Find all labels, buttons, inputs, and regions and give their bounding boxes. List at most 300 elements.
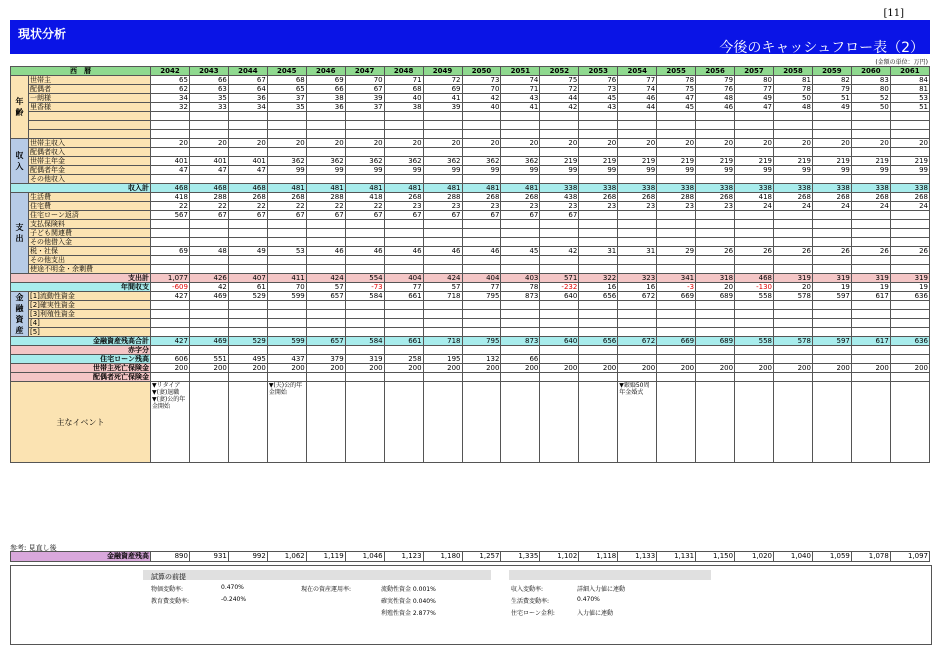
value-cell: 319	[890, 274, 929, 283]
value-cell	[306, 175, 345, 184]
value-cell	[540, 355, 579, 364]
total-row	[11, 364, 930, 373]
value-cell: 26	[696, 247, 735, 256]
value-cell: 268	[384, 193, 423, 202]
value-cell: 99	[540, 166, 579, 175]
value-cell: 39	[423, 103, 462, 112]
value-cell	[384, 175, 423, 184]
value-cell	[579, 346, 618, 355]
assumption-loan-label: 住宅ローン金利:	[511, 610, 555, 617]
value-cell	[812, 328, 851, 337]
value-cell: 62	[151, 85, 190, 94]
value-cell: 341	[657, 274, 696, 283]
reference-value: 1,020	[735, 552, 774, 562]
value-cell	[579, 112, 618, 121]
value-cell	[423, 130, 462, 139]
value-cell	[657, 346, 696, 355]
value-cell: 63	[189, 85, 228, 94]
year-cell: 2042	[151, 67, 190, 76]
value-cell: 268	[696, 193, 735, 202]
value-cell: 322	[579, 274, 618, 283]
value-cell: 99	[267, 166, 306, 175]
value-cell: 67	[228, 76, 267, 85]
value-cell	[189, 148, 228, 157]
value-cell: 74	[501, 76, 540, 85]
value-cell: 16	[618, 283, 657, 292]
value-cell: 99	[696, 166, 735, 175]
age-group-label: 年 齢	[11, 76, 29, 139]
value-cell: 468	[189, 184, 228, 193]
value-cell: 529	[228, 337, 267, 346]
value-cell	[306, 319, 345, 328]
value-cell: 76	[696, 85, 735, 94]
year-cell: 2047	[345, 67, 384, 76]
reference-value: 1,046	[345, 552, 384, 562]
value-cell	[851, 148, 890, 157]
value-cell: 20	[579, 139, 618, 148]
value-cell	[501, 112, 540, 121]
reference-value: 890	[151, 552, 190, 562]
value-cell: 288	[657, 193, 696, 202]
value-cell	[384, 319, 423, 328]
value-cell	[657, 355, 696, 364]
unit-note: (金額の単位：万円)	[875, 59, 928, 66]
value-cell: 426	[189, 274, 228, 283]
value-cell	[851, 328, 890, 337]
value-cell: 45	[579, 94, 618, 103]
reference-value: 1,059	[812, 552, 851, 562]
value-cell: 82	[812, 76, 851, 85]
value-cell	[696, 265, 735, 274]
value-cell	[812, 238, 851, 247]
value-cell: 219	[812, 157, 851, 166]
value-cell: 481	[462, 184, 501, 193]
value-cell: 338	[540, 184, 579, 193]
value-cell: 200	[228, 364, 267, 373]
value-cell	[423, 301, 462, 310]
value-cell	[306, 373, 345, 382]
value-cell	[501, 310, 540, 319]
value-cell: 338	[657, 184, 696, 193]
assumptions-title: 試算の前提	[151, 573, 186, 581]
row-label: 税・社保	[29, 247, 151, 256]
value-cell	[501, 238, 540, 247]
value-cell: 268	[618, 193, 657, 202]
value-cell	[306, 238, 345, 247]
value-cell: 81	[774, 76, 813, 85]
value-cell: 57	[423, 283, 462, 292]
value-cell: 20	[228, 139, 267, 148]
value-cell	[851, 220, 890, 229]
value-cell	[657, 256, 696, 265]
value-cell: 46	[462, 247, 501, 256]
value-cell: 84	[890, 76, 929, 85]
total-label: 収入計	[11, 184, 151, 193]
value-cell	[151, 238, 190, 247]
value-cell: 469	[189, 292, 228, 301]
value-cell	[540, 310, 579, 319]
value-cell	[579, 148, 618, 157]
value-cell	[774, 112, 813, 121]
reference-value: 1,123	[384, 552, 423, 562]
value-cell: 20	[774, 283, 813, 292]
value-cell	[851, 265, 890, 274]
value-cell	[501, 328, 540, 337]
year-cell: 2052	[540, 67, 579, 76]
value-cell	[540, 220, 579, 229]
value-cell: 41	[501, 103, 540, 112]
value-cell	[774, 373, 813, 382]
value-cell	[267, 148, 306, 157]
value-cell	[696, 346, 735, 355]
value-cell: 578	[774, 292, 813, 301]
value-cell: 657	[306, 337, 345, 346]
value-cell	[345, 301, 384, 310]
value-cell: 404	[384, 274, 423, 283]
value-cell	[345, 121, 384, 130]
value-cell: 38	[306, 94, 345, 103]
value-cell	[384, 310, 423, 319]
value-cell: 268	[774, 193, 813, 202]
value-cell	[618, 265, 657, 274]
value-cell	[423, 112, 462, 121]
event-text: ▼(妻)退職	[152, 389, 180, 396]
value-cell	[151, 310, 190, 319]
value-cell: 319	[345, 355, 384, 364]
value-cell	[151, 373, 190, 382]
value-cell: 77	[462, 283, 501, 292]
value-cell	[151, 121, 190, 130]
value-cell: 481	[267, 184, 306, 193]
value-cell: 338	[774, 184, 813, 193]
event-cell	[345, 382, 384, 463]
value-cell: 200	[306, 364, 345, 373]
value-cell: 20	[657, 139, 696, 148]
value-cell: 31	[579, 247, 618, 256]
value-cell	[579, 175, 618, 184]
value-cell: -3	[657, 283, 696, 292]
value-cell: 77	[735, 85, 774, 94]
value-cell	[812, 220, 851, 229]
value-cell: 23	[540, 202, 579, 211]
value-cell: 34	[151, 94, 190, 103]
value-cell	[189, 346, 228, 355]
value-cell: 636	[890, 337, 929, 346]
value-cell	[851, 256, 890, 265]
value-cell	[384, 373, 423, 382]
row-label: 支払保険料	[29, 220, 151, 229]
event-cell	[228, 382, 267, 463]
value-cell	[267, 256, 306, 265]
value-cell	[501, 220, 540, 229]
value-cell: -232	[540, 283, 579, 292]
value-cell: 57	[306, 283, 345, 292]
value-cell: 288	[306, 193, 345, 202]
value-cell: 38	[384, 103, 423, 112]
value-cell: 20	[696, 139, 735, 148]
value-cell	[228, 121, 267, 130]
value-cell: 362	[501, 157, 540, 166]
value-cell: 79	[812, 85, 851, 94]
value-cell	[423, 373, 462, 382]
value-cell: 401	[151, 157, 190, 166]
value-cell: 24	[735, 202, 774, 211]
value-cell: 20	[267, 139, 306, 148]
year-cell: 2053	[579, 67, 618, 76]
value-cell	[189, 328, 228, 337]
value-cell	[735, 355, 774, 364]
value-cell: 200	[462, 364, 501, 373]
value-cell: 66	[306, 85, 345, 94]
row-label: 配偶者収入	[29, 148, 151, 157]
year-cell: 2045	[267, 67, 306, 76]
value-cell: 81	[890, 85, 929, 94]
value-cell	[657, 211, 696, 220]
value-cell	[774, 265, 813, 274]
value-cell	[345, 229, 384, 238]
value-cell: 558	[735, 337, 774, 346]
row-label	[29, 112, 151, 121]
value-cell	[228, 175, 267, 184]
value-cell: 35	[189, 94, 228, 103]
value-cell	[618, 346, 657, 355]
value-cell	[812, 301, 851, 310]
value-cell	[267, 238, 306, 247]
value-cell: 47	[189, 166, 228, 175]
value-cell: 75	[657, 85, 696, 94]
value-cell	[345, 148, 384, 157]
reference-value: 1,150	[696, 552, 735, 562]
value-cell	[462, 319, 501, 328]
value-cell	[812, 346, 851, 355]
value-cell	[462, 130, 501, 139]
value-cell	[851, 346, 890, 355]
value-cell: 65	[151, 76, 190, 85]
value-cell: 20	[618, 139, 657, 148]
year-cell: 2059	[812, 67, 851, 76]
value-cell	[345, 328, 384, 337]
value-cell: 99	[618, 166, 657, 175]
value-cell	[735, 301, 774, 310]
value-cell: 268	[579, 193, 618, 202]
value-cell	[501, 301, 540, 310]
year-cell: 2051	[501, 67, 540, 76]
value-cell	[540, 265, 579, 274]
value-cell: 48	[696, 94, 735, 103]
income-group-label: 収 入	[11, 139, 29, 184]
value-cell: 200	[540, 364, 579, 373]
value-cell	[851, 301, 890, 310]
row-label: [2]確実性資金	[29, 301, 151, 310]
value-cell: 36	[306, 103, 345, 112]
value-cell: 689	[696, 292, 735, 301]
value-cell: 401	[189, 157, 228, 166]
value-cell	[540, 346, 579, 355]
value-cell	[345, 256, 384, 265]
value-cell	[540, 328, 579, 337]
value-cell	[812, 319, 851, 328]
value-cell	[618, 301, 657, 310]
value-cell	[696, 355, 735, 364]
value-cell: 200	[345, 364, 384, 373]
value-cell	[540, 121, 579, 130]
value-cell	[812, 265, 851, 274]
value-cell	[579, 319, 618, 328]
value-cell	[501, 256, 540, 265]
value-cell: 661	[384, 292, 423, 301]
year-cell: 2049	[423, 67, 462, 76]
value-cell: 66	[501, 355, 540, 364]
value-cell	[890, 148, 929, 157]
value-cell	[151, 148, 190, 157]
row-label: 世帯主	[29, 76, 151, 85]
assumption-education-label: 教育費変動率:	[151, 598, 190, 605]
value-cell: 689	[696, 337, 735, 346]
value-cell	[579, 310, 618, 319]
value-cell	[890, 319, 929, 328]
value-cell	[890, 112, 929, 121]
reference-value: 1,040	[774, 552, 813, 562]
value-cell: 43	[501, 94, 540, 103]
value-cell	[151, 229, 190, 238]
value-cell: 32	[151, 103, 190, 112]
value-cell: 73	[462, 76, 501, 85]
value-cell: 19	[812, 283, 851, 292]
value-cell: 599	[267, 337, 306, 346]
value-cell	[696, 238, 735, 247]
blank-row	[11, 112, 930, 121]
value-cell	[306, 220, 345, 229]
value-cell	[696, 130, 735, 139]
value-cell: 318	[696, 274, 735, 283]
value-cell	[735, 256, 774, 265]
value-cell	[579, 220, 618, 229]
value-cell	[696, 121, 735, 130]
value-cell: 42	[540, 247, 579, 256]
value-cell	[696, 310, 735, 319]
value-cell	[735, 265, 774, 274]
value-cell	[774, 175, 813, 184]
value-cell: 200	[579, 364, 618, 373]
value-cell	[384, 256, 423, 265]
value-cell: 617	[851, 337, 890, 346]
value-cell	[228, 238, 267, 247]
table-row	[11, 211, 930, 220]
value-cell: 78	[657, 76, 696, 85]
reference-value: 1,118	[579, 552, 618, 562]
value-cell: 404	[462, 274, 501, 283]
value-cell	[462, 112, 501, 121]
value-cell: 481	[384, 184, 423, 193]
value-cell	[306, 256, 345, 265]
value-cell	[890, 130, 929, 139]
table-row	[11, 85, 930, 94]
value-cell	[774, 220, 813, 229]
total-row	[11, 184, 930, 193]
value-cell	[735, 373, 774, 382]
assets-group-label: 金 融 資 産	[11, 292, 29, 337]
table-row	[11, 94, 930, 103]
assumption-income-value: 詳細入力値に連動	[577, 586, 626, 593]
value-cell: 551	[189, 355, 228, 364]
year-cell: 2060	[851, 67, 890, 76]
value-cell: 51	[890, 103, 929, 112]
value-cell: 132	[462, 355, 501, 364]
value-cell: 99	[579, 166, 618, 175]
value-cell	[890, 355, 929, 364]
value-cell	[540, 319, 579, 328]
value-cell: 73	[579, 85, 618, 94]
event-cell	[423, 382, 462, 463]
value-cell: 24	[890, 202, 929, 211]
value-cell: 99	[851, 166, 890, 175]
value-cell	[306, 346, 345, 355]
value-cell	[696, 256, 735, 265]
year-cell: 2050	[462, 67, 501, 76]
value-cell: 437	[267, 355, 306, 364]
value-cell	[618, 238, 657, 247]
value-cell	[579, 301, 618, 310]
value-cell	[384, 229, 423, 238]
year-cell: 2048	[384, 67, 423, 76]
value-cell	[851, 112, 890, 121]
table-row	[11, 247, 930, 256]
total-row	[11, 283, 930, 292]
value-cell	[306, 130, 345, 139]
value-cell	[890, 256, 929, 265]
value-cell	[189, 265, 228, 274]
value-cell: 362	[345, 157, 384, 166]
value-cell: 362	[462, 157, 501, 166]
value-cell	[189, 112, 228, 121]
event-text: ▼(妻)公的年金開始	[152, 396, 186, 410]
value-cell: 77	[384, 283, 423, 292]
value-cell: 50	[774, 94, 813, 103]
value-cell	[657, 373, 696, 382]
value-cell	[851, 355, 890, 364]
reference-value: 1,131	[657, 552, 696, 562]
value-cell	[501, 130, 540, 139]
value-cell	[696, 175, 735, 184]
value-cell	[657, 175, 696, 184]
table-row	[11, 310, 930, 319]
value-cell: 74	[618, 85, 657, 94]
value-cell: 23	[579, 202, 618, 211]
value-cell: 49	[228, 247, 267, 256]
value-cell: 49	[812, 103, 851, 112]
value-cell	[151, 112, 190, 121]
value-cell: -130	[735, 283, 774, 292]
value-cell: 22	[151, 202, 190, 211]
value-cell: 20	[345, 139, 384, 148]
assumptions-bar-left	[143, 570, 491, 580]
value-cell: 672	[618, 337, 657, 346]
events-label: 主なイベント	[11, 382, 151, 463]
value-cell	[228, 265, 267, 274]
value-cell: 438	[540, 193, 579, 202]
value-cell	[384, 346, 423, 355]
value-cell	[228, 373, 267, 382]
assumptions-bar-right	[509, 570, 711, 580]
value-cell: 200	[696, 364, 735, 373]
value-cell	[774, 211, 813, 220]
value-cell: 669	[657, 292, 696, 301]
value-cell	[618, 121, 657, 130]
value-cell	[423, 121, 462, 130]
value-cell: 268	[501, 193, 540, 202]
value-cell: 606	[151, 355, 190, 364]
value-cell: 578	[774, 337, 813, 346]
